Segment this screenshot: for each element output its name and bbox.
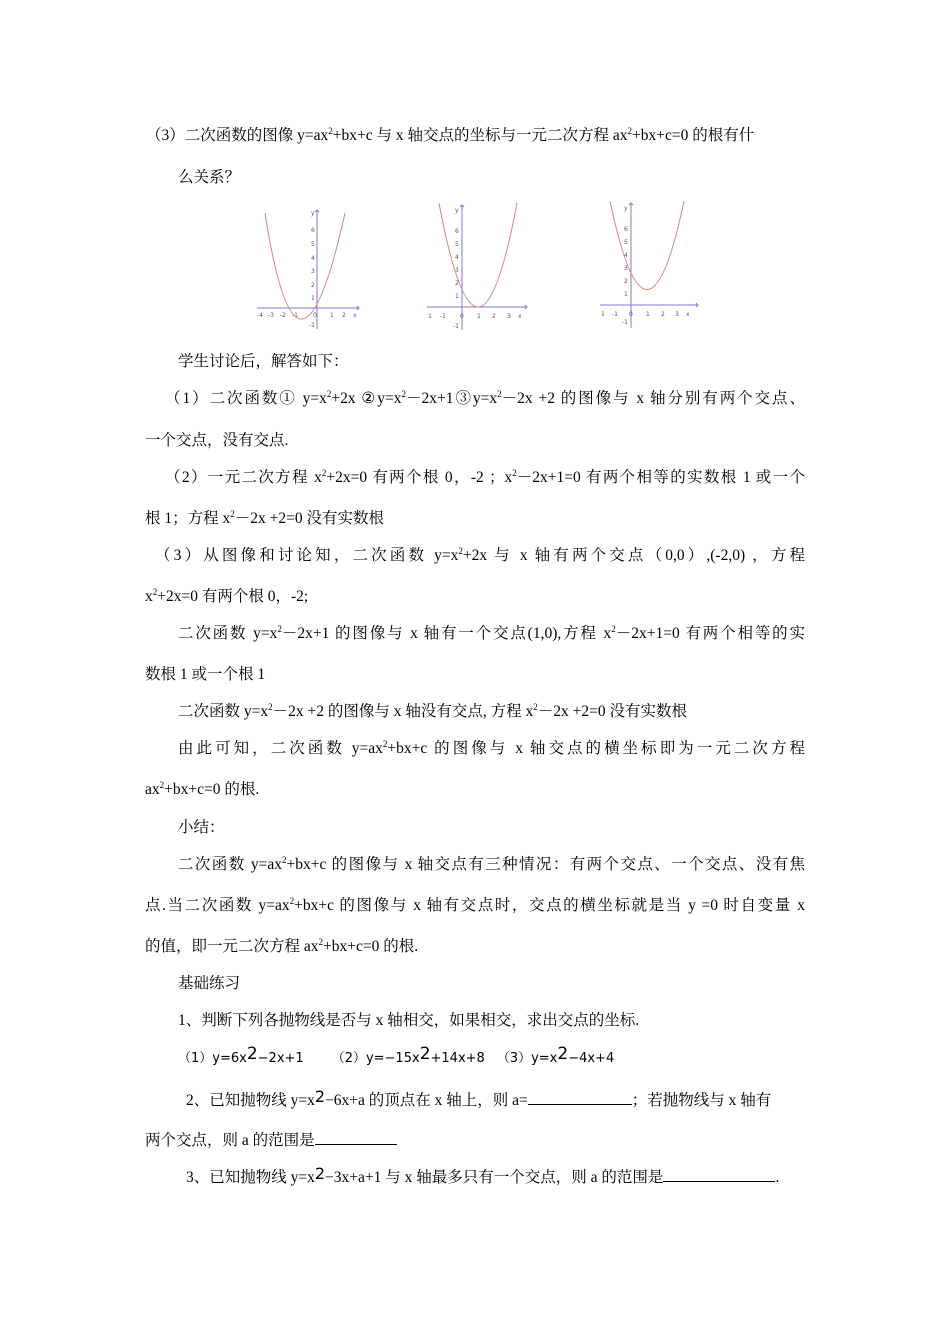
summary-title: 小结： xyxy=(178,819,225,836)
text: −2x+1 xyxy=(257,1051,304,1066)
tick-label: -1 xyxy=(440,313,446,320)
tick-label: 4 xyxy=(455,254,459,261)
tick-label: 1 xyxy=(601,311,605,318)
answer-1-line-1 xyxy=(165,389,805,409)
superscript: 2 xyxy=(458,545,463,556)
text: +bx+c=0 的根. xyxy=(323,938,419,955)
exercise-1-items xyxy=(178,1044,615,1069)
text: －2x+1 的图像与 x 轴有一个交点(1,0),方程 x xyxy=(281,625,612,642)
tick-label: -1 xyxy=(622,319,628,326)
tick-label: 5 xyxy=(455,241,459,248)
superscript: 2 xyxy=(401,388,407,399)
text: （2）一元二次方程 x xyxy=(165,469,322,486)
text: −6x+a 的顶点在 x 轴上，则 a= xyxy=(325,1092,528,1109)
tick-label: y xyxy=(311,210,315,217)
text: +bx+c=0 的根. xyxy=(164,781,260,798)
text: （1）二次函数① y=x xyxy=(165,390,327,407)
superscript: 2 xyxy=(328,125,333,136)
superscript: 2 xyxy=(277,623,282,634)
text: +2x=0 有两个根 0，-2 ；x xyxy=(326,469,513,486)
text: 二次函数 y=x xyxy=(178,703,269,720)
tick-label: 5 xyxy=(624,239,628,246)
text: 的值，即一元二次方程 ax xyxy=(145,938,319,955)
superscript: 2 xyxy=(282,854,287,865)
tick-label: -1 xyxy=(309,322,315,329)
tick-label: 6 xyxy=(311,227,315,234)
tick-label: x xyxy=(353,312,357,319)
exponent: 2 xyxy=(419,1044,431,1064)
answer-2-line-1 xyxy=(165,468,805,488)
graph-svg xyxy=(255,205,365,330)
text: －2x+1③y=x xyxy=(406,390,498,407)
answer-3-line-2 xyxy=(145,587,308,607)
text: . xyxy=(775,1169,780,1186)
exponent: 2 xyxy=(314,1087,326,1106)
tick-label: 0 xyxy=(313,312,317,319)
tick-label: 2 xyxy=(661,311,665,318)
parabola-graph-1 xyxy=(255,205,365,330)
text: 2、已知抛物线 y=x xyxy=(186,1092,315,1109)
answer-blank-range-3[interactable] xyxy=(663,1165,775,1182)
tick-label: 2 xyxy=(311,282,315,289)
tick-label: y xyxy=(455,207,459,214)
summary-line-2 xyxy=(145,896,805,916)
tick-label: -2 xyxy=(280,312,286,319)
exercise-1: 1、判断下列各抛物线是否与 x 轴相交，如果相交，求出交点的坐标. xyxy=(178,1012,640,1029)
tick-label: 1 xyxy=(646,311,650,318)
summary-line-1 xyxy=(178,855,805,875)
tick-label: 2 xyxy=(342,312,346,319)
tick-label: 0 xyxy=(460,313,464,320)
tick-label: -4 xyxy=(257,312,263,319)
exponent: 2 xyxy=(557,1044,569,1064)
text: 二次函数 y=x xyxy=(178,625,278,642)
text: －2x+1=0 有两个相等的实 xyxy=(615,625,806,642)
text: +bx+c 的图像与 x 轴有交点时，交点的横坐标就是当 y =0 时自变量 x xyxy=(294,897,806,914)
text: 由此可知，二次函数 y=ax xyxy=(178,740,383,757)
discussion-intro: 学生讨论后，解答如下： xyxy=(178,353,349,370)
text: －2x +2=0 没有实数根 xyxy=(234,510,384,527)
superscript: 2 xyxy=(533,701,538,712)
parabola-graph-3 xyxy=(598,198,708,328)
text: 根 1；方程 x xyxy=(145,510,231,527)
text: 3、已知抛物线 y=x xyxy=(186,1169,315,1186)
text: +bx+c 的图像与 x 轴交点的横坐标即为一元二次方程 xyxy=(387,740,805,757)
exponent: 2 xyxy=(314,1164,326,1183)
text: +2x 与 x 轴有两个交点（0,0）,(-2,0) ，方程 xyxy=(462,547,806,564)
answer-3-line-4: 数根 1 或一个根 1 xyxy=(145,666,266,683)
tick-label: 3 xyxy=(311,268,315,275)
superscript: 2 xyxy=(152,586,158,597)
tick-label: 4 xyxy=(311,255,315,262)
superscript: 2 xyxy=(321,467,327,478)
superscript: 2 xyxy=(382,738,388,749)
text: +bx+c 的图像与 x 轴交点有三种情况：有两个交点、一个交点、没有焦 xyxy=(286,856,805,873)
superscript: 2 xyxy=(268,701,273,712)
conclusion-line-1 xyxy=(178,739,805,759)
superscript: 2 xyxy=(512,467,517,478)
superscript: 2 xyxy=(159,779,165,790)
text: +bx+c 与 x 轴交点的坐标与一元二次方程 ax xyxy=(332,127,628,144)
summary-line-3 xyxy=(145,937,418,957)
practice-title: 基础练习 xyxy=(178,975,241,992)
tick-label: 3 xyxy=(624,265,628,272)
text: 二次函数 y=ax xyxy=(178,856,283,873)
tick-label: -3 xyxy=(268,312,274,319)
tick-label: -1 xyxy=(612,311,618,318)
answer-3-line-5 xyxy=(178,702,687,722)
parabola-curve xyxy=(265,213,345,319)
superscript: 2 xyxy=(326,388,332,399)
text: +bx+c=0 的根有什 xyxy=(632,127,755,144)
text: （3）从图像和讨论知，二次函数 y=x xyxy=(155,547,459,564)
tick-label: 3 xyxy=(507,313,511,320)
graph-svg xyxy=(598,198,708,328)
superscript: 2 xyxy=(627,125,632,136)
graph-svg xyxy=(425,200,535,332)
text: （2）y=−15x xyxy=(331,1051,420,1066)
text: （3）y=x xyxy=(496,1051,558,1066)
tick-label: 3 xyxy=(675,311,679,318)
parabola-curve xyxy=(439,203,517,307)
tick-label: 1 xyxy=(624,291,628,298)
question-3-line-2: 么关系？ xyxy=(178,169,241,186)
text: （1）y=6x xyxy=(178,1051,247,1066)
tick-label: 5 xyxy=(311,241,315,248)
tick-label: x xyxy=(686,311,690,318)
answer-2-line-2 xyxy=(145,509,384,529)
tick-label: 1 xyxy=(455,293,459,300)
text: x xyxy=(145,588,153,605)
tick-label: 4 xyxy=(624,252,628,259)
text: －2x +2 的图像与 x 轴没有交点, 方程 x xyxy=(272,703,534,720)
exercise-2-line-1 xyxy=(186,1088,771,1111)
superscript: 2 xyxy=(230,508,235,519)
text: －2x+1=0 有两个相等的实数根 1 或一个 xyxy=(516,469,805,486)
tick-label: 3 xyxy=(455,267,459,274)
text: ；若抛物线与 x 轴有 xyxy=(631,1092,772,1109)
text: +2x=0 有两个根 0，-2; xyxy=(157,588,309,605)
answer-blank-a[interactable] xyxy=(528,1088,632,1105)
text: +2x ②y=x xyxy=(331,390,402,407)
tick-label: y xyxy=(624,205,628,212)
superscript: 2 xyxy=(497,388,502,399)
tick-label: -1 xyxy=(453,323,459,330)
tick-label: x xyxy=(518,313,522,320)
tick-label: 0 xyxy=(629,311,633,318)
tick-label: 1 xyxy=(330,312,334,319)
text: −4x+4 xyxy=(568,1051,615,1066)
answer-3-line-1 xyxy=(155,546,805,566)
text: 两个交点，则 a 的范围是 xyxy=(145,1132,315,1149)
text: ax xyxy=(145,781,160,798)
text: −3x+a+1 与 x 轴最多只有一个交点，则 a 的范围是 xyxy=(325,1169,664,1186)
answer-3-line-3 xyxy=(178,624,805,644)
conclusion-line-2 xyxy=(145,780,259,800)
tick-label: -1 xyxy=(292,312,298,319)
text: －2x +2=0 没有实数根 xyxy=(537,703,687,720)
tick-label: 6 xyxy=(455,228,459,235)
parabola-curve xyxy=(610,201,684,290)
tick-label: 6 xyxy=(624,226,628,233)
exercise-2-line-2 xyxy=(145,1128,397,1151)
text: －2x +2 的图像与 x 轴分别有两个交点、 xyxy=(501,390,806,407)
answer-1-line-2: 一个交点，没有交点. xyxy=(145,432,289,449)
answer-blank-range[interactable] xyxy=(315,1128,397,1145)
tick-label: 1 xyxy=(477,313,481,320)
tick-label: 2 xyxy=(455,280,459,287)
superscript: 2 xyxy=(611,623,616,634)
tick-label: 2 xyxy=(492,313,496,320)
exercise-3 xyxy=(186,1165,779,1188)
question-3-line-1 xyxy=(146,126,754,146)
tick-label: 2 xyxy=(624,278,628,285)
superscript: 2 xyxy=(289,895,295,906)
text: 点.当二次函数 y=ax xyxy=(145,897,290,914)
exponent: 2 xyxy=(246,1044,258,1064)
tick-label: 1 xyxy=(428,313,432,320)
tick-label: 1 xyxy=(311,295,315,302)
text: +14x+8 xyxy=(430,1051,485,1066)
superscript: 2 xyxy=(318,936,324,947)
text: （3）二次函数的图像 y=ax xyxy=(146,127,329,144)
parabola-graph-2 xyxy=(425,200,535,332)
